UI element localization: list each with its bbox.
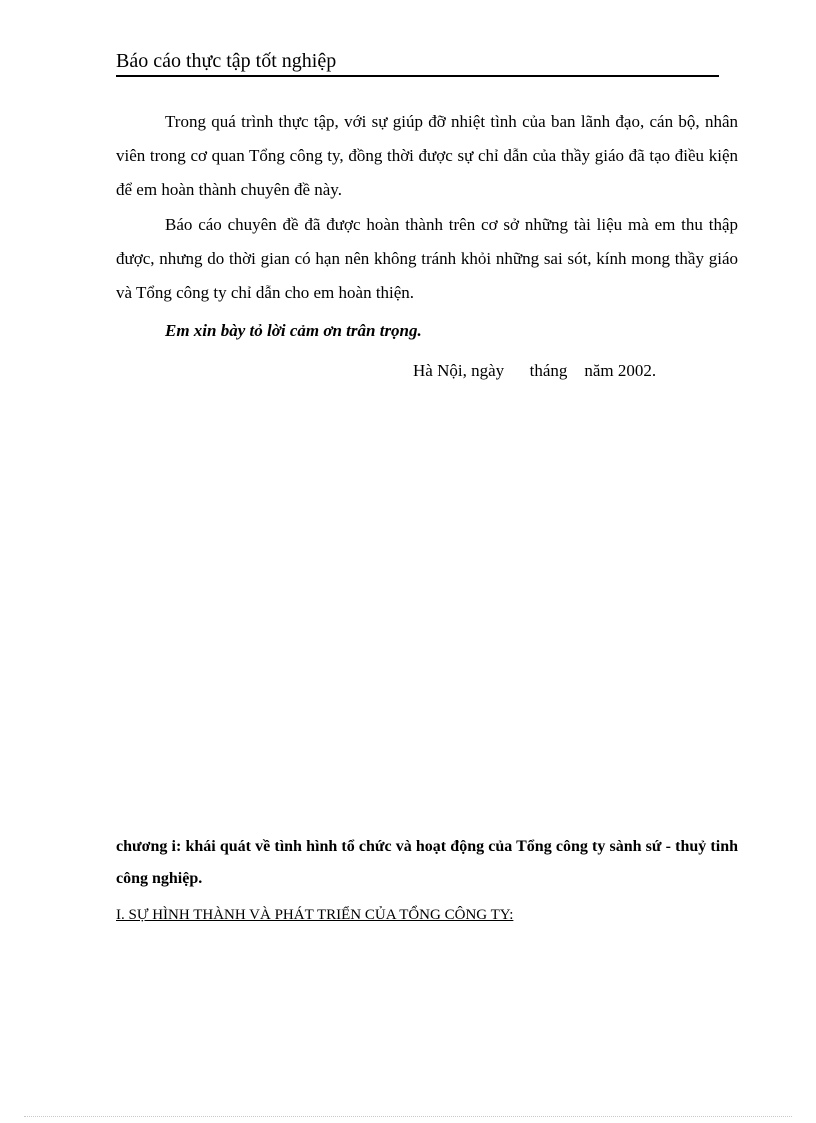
page-bottom-rule <box>24 1116 792 1117</box>
paragraph-acknowledgement: Trong quá trình thực tập, với sự giúp đỡ nhiệt tình của ban lãnh đạo, cán bộ, nhân viên trong cơ quan Tổng công ty, đồng thời được sự chỉ dẫn của thầy giáo đã tạo điều kiện để em hoàn thành chuyên đề này. <box>116 112 738 199</box>
chapter-title: chương i: khái quát về tình hình tổ chức và hoạt động của Tổng công ty sành sứ - thuỷ tinh công nghiệp. <box>116 838 738 887</box>
closing-thanks: Em xin bày tỏ lời cảm ơn trân trọng. <box>165 321 422 340</box>
section-heading: I. SỰ HÌNH THÀNH VÀ PHÁT TRIỂN CỦA TỔNG CÔNG TY: <box>116 907 514 923</box>
paragraph-report-note: Báo cáo chuyên đề đã được hoàn thành trên cơ sở những tài liệu mà em thu thập được, nhưng do thời gian có hạn nên không tránh khỏi những sai sót, kính mong thầy giáo và Tổng công ty chỉ dẫn cho em hoàn thiện. <box>116 215 738 302</box>
place-date-line: Hà Nội, ngày tháng năm 2002. <box>413 361 657 380</box>
running-header: Báo cáo thực tập tốt nghiệp <box>116 48 719 77</box>
